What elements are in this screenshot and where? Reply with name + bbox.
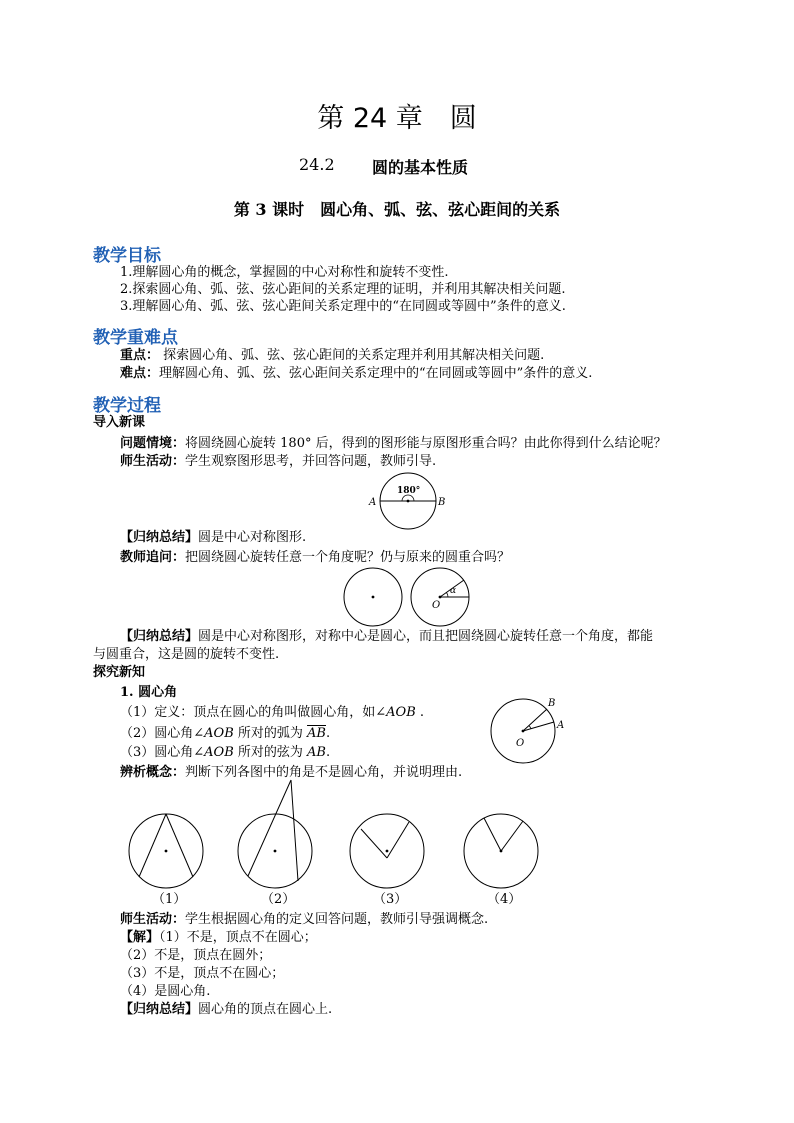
def3-line <box>120 745 330 761</box>
label-o: O <box>516 738 525 749</box>
def1-math: AOB <box>386 705 416 720</box>
figure-2 <box>238 780 312 888</box>
answer-item: （3）不是，顶点不在圆心； <box>120 966 285 981</box>
activity1-line <box>120 454 436 470</box>
key-points-heading: 教学重难点 <box>93 328 178 348</box>
figure-judgement-set <box>120 778 550 890</box>
center-dot-1 <box>165 850 168 853</box>
focus-line <box>120 348 544 364</box>
difficulty-text: 理解圆心角、弧、弦、弦心距间关系定理中的“在同圆或等圆中”条件的意义. <box>159 366 593 381</box>
chapter-title: 第 24 章 圆 <box>317 103 477 134</box>
figure-diameter-circle <box>366 472 456 532</box>
def3-chord: AB <box>307 745 326 760</box>
side-3a <box>361 829 387 858</box>
summary1-text: 圆是中心对称图形. <box>198 530 307 545</box>
angle-arc <box>529 726 531 729</box>
def2-mid: 所对的弧为 <box>233 726 308 741</box>
focus-text: 探索圆心角、弧、弦、弦心距间的关系定理并利用其解决相关问题. <box>159 348 545 363</box>
objective-item: 2.探索圆心角、弧、弦、弦心距间的关系定理的证明，并利用其解决相关问题. <box>120 282 566 297</box>
answer-line <box>120 930 317 946</box>
summary2-text: 圆是中心对称图形，对称中心是圆心，而且把圆绕圆心旋转任意一个角度，都能 <box>198 629 654 644</box>
side-4b <box>501 821 523 851</box>
summary1-line <box>120 530 306 546</box>
scenario-label: 问题情境： <box>120 436 186 451</box>
label-b: B <box>548 698 556 709</box>
lesson-title: 第 3 课时 圆心角、弧、弦、弦心距间的关系 <box>233 200 561 219</box>
def1-prefix: （1）定义：顶点在圆心的角叫做圆心角，如∠ <box>120 705 387 720</box>
difficulty-label: 难点： <box>120 366 160 381</box>
center-dot-3 <box>386 850 389 853</box>
answer-label: 【解】 <box>120 930 160 945</box>
def3-mid: 所对的弦为 <box>233 745 308 760</box>
section-number: 24.2 <box>299 155 335 174</box>
activity1-text: 学生观察图形思考，并回答问题，教师引导. <box>185 454 437 469</box>
process-heading: 教学过程 <box>93 396 161 416</box>
answer-item: （2）不是，顶点在圆外； <box>120 948 272 963</box>
figure-rotation-circles <box>340 566 476 628</box>
def2-suffix: . <box>326 726 331 741</box>
label-alpha: α <box>450 586 457 596</box>
summary2-line1 <box>120 629 653 645</box>
summary2-label: 【归纳总结】 <box>120 629 199 644</box>
figure-caption: （3） <box>373 892 408 907</box>
def2-arc: $\overline{AB}$ <box>307 726 326 741</box>
def2-line <box>120 726 330 742</box>
discern-label: 辨析概念： <box>120 765 186 780</box>
ask-text: 把圆绕圆心旋转任意一个角度呢？仍与原来的圆重合吗？ <box>185 550 511 565</box>
label-a: A <box>557 720 565 731</box>
label-o: O <box>432 600 441 611</box>
answer-item: （1）不是，顶点不在圆心； <box>159 930 317 945</box>
center-dot-2 <box>274 850 277 853</box>
objective-item: 1.理解圆心角的概念，掌握圆的中心对称性和旋转不变性. <box>120 265 449 280</box>
summary1-label: 【归纳总结】 <box>120 530 199 545</box>
difficulty-line <box>120 366 592 382</box>
summary2-line2: 与圆重合，这是圆的旋转不变性. <box>93 647 280 662</box>
side-1b <box>166 814 193 877</box>
objectives-heading: 教学目标 <box>93 246 161 266</box>
side-2a <box>248 780 291 876</box>
figure-caption: （1） <box>152 892 187 907</box>
def1-line <box>120 705 424 721</box>
figure-central-angle <box>490 694 572 766</box>
def3-math: AOB <box>204 745 234 760</box>
ask-line <box>120 550 510 566</box>
ask-label: 教师追问： <box>120 550 186 565</box>
def2-math: AOB <box>204 726 234 741</box>
activity2-text: 学生根据圆心角的定义回答问题，教师引导强调概念. <box>185 912 489 927</box>
objective-item: 3.理解圆心角、弧、弦、弦心距间关系定理中的“在同圆或等圆中”条件的意义. <box>120 299 566 314</box>
explore-heading: 探究新知 <box>93 665 146 680</box>
summary3-label: 【归纳总结】 <box>120 1002 199 1017</box>
center-dot-left <box>372 596 375 599</box>
label-a: A <box>369 497 377 508</box>
angle-label: 180° <box>397 486 421 496</box>
angle-arc <box>447 593 449 598</box>
figure-3 <box>350 814 424 888</box>
side-1a <box>139 814 166 877</box>
summary3-line <box>120 1002 332 1018</box>
focus-label: 重点： <box>120 348 160 363</box>
figure-caption: （2） <box>261 892 296 907</box>
figure-caption: （4） <box>487 892 522 907</box>
section-title: 圆的基本性质 <box>372 158 469 177</box>
label-b: B <box>438 497 446 508</box>
center-dot <box>407 500 410 503</box>
summary3-text: 圆心角的顶点在圆心上. <box>198 1002 333 1017</box>
def3-prefix: （3）圆心角∠ <box>120 745 205 760</box>
side-2b <box>291 780 298 881</box>
def3-suffix: . <box>326 745 331 760</box>
answer-item: （4）是圆心角. <box>120 984 211 999</box>
scenario-text: 将圆绕圆心旋转 180° 后，得到的图形能与原图形重合吗？由此你得到什么结论呢？ <box>185 436 667 451</box>
discern-text: 判断下列各图中的角是不是圆心角，并说明理由. <box>185 765 463 780</box>
side-4a <box>484 818 501 851</box>
side-3b <box>387 822 409 858</box>
def2-prefix: （2）圆心角∠ <box>120 726 205 741</box>
sub1-heading: 1. 圆心角 <box>120 685 178 700</box>
figure-1 <box>129 814 203 888</box>
def1-suffix: . <box>415 705 425 720</box>
activity2-label: 师生活动： <box>120 912 186 927</box>
scenario-line <box>120 436 667 452</box>
activity1-label: 师生活动： <box>120 454 186 469</box>
figure-4 <box>464 814 538 888</box>
intro-heading: 导入新课 <box>93 415 146 430</box>
activity2-line <box>120 912 488 928</box>
